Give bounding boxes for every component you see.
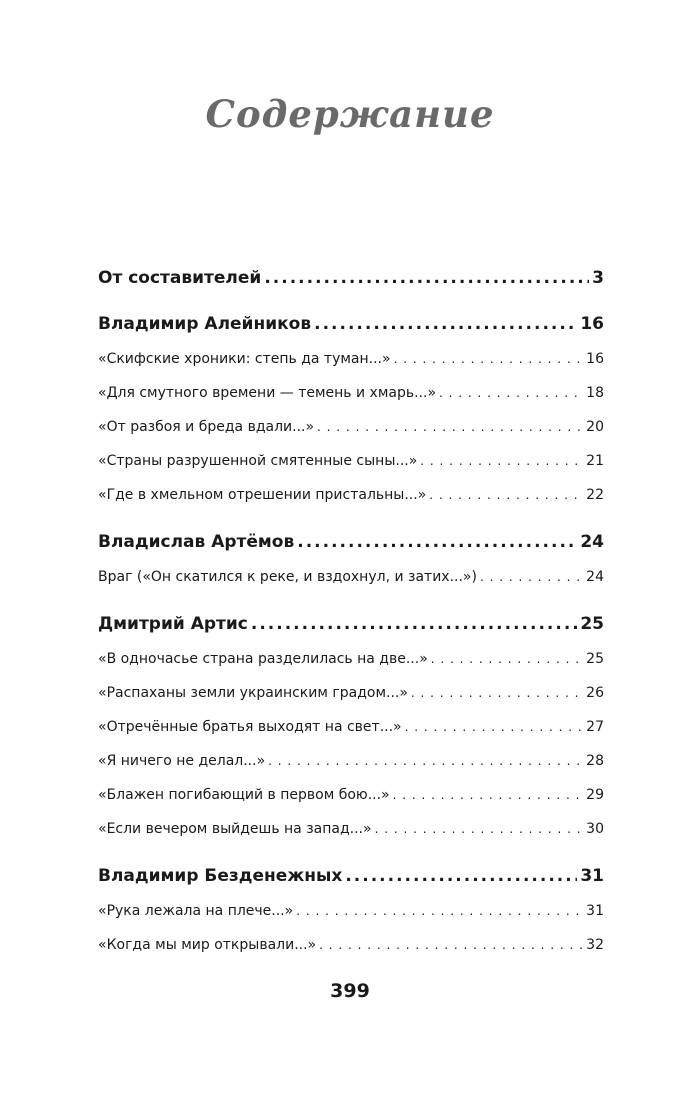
toc-author-page: 31	[580, 866, 604, 886]
toc-author-name: Дмитрий Артис	[98, 614, 248, 634]
toc-entry[interactable]	[98, 444, 604, 478]
toc-entry-label: Враг («Он скатился к реке, и вздохнул, и затих...»)	[98, 569, 477, 585]
dot-leader	[375, 812, 584, 846]
toc-entry-page: 25	[586, 651, 604, 667]
dot-leader	[393, 778, 584, 812]
dot-leader	[251, 608, 577, 640]
toc-entry-preface[interactable]	[98, 262, 604, 294]
toc-entry-page: 26	[586, 685, 604, 701]
toc-author-name: Владимир Алейников	[98, 314, 312, 334]
toc-entry[interactable]	[98, 376, 604, 410]
toc-author-page: 24	[580, 532, 604, 552]
toc-entry[interactable]	[98, 410, 604, 444]
toc-entry-page: 16	[586, 351, 604, 367]
toc-author-entry[interactable]	[98, 526, 604, 558]
toc-entry-page: 22	[586, 487, 604, 503]
dot-leader	[345, 860, 577, 892]
toc-entry-page: 24	[586, 569, 604, 585]
toc-entry[interactable]	[98, 744, 604, 778]
toc-entry-page: 18	[586, 385, 604, 401]
toc-entry[interactable]	[98, 560, 604, 594]
toc-entry-label: «Страны разрушенной смятенные сыны...»	[98, 453, 418, 469]
toc-entry-label: От составителей	[98, 268, 262, 288]
toc-section-artis	[98, 608, 604, 846]
toc-entry[interactable]	[98, 478, 604, 512]
toc-section-bezdenezhnykh	[98, 860, 604, 962]
dot-leader	[314, 308, 577, 340]
toc-author-page: 25	[580, 614, 604, 634]
dot-leader	[429, 478, 583, 512]
dot-leader	[431, 642, 583, 676]
toc-section-aleinikov	[98, 308, 604, 512]
toc-entry-page: 27	[586, 719, 604, 735]
dot-leader	[420, 444, 583, 478]
toc-entry-page: 29	[586, 787, 604, 803]
dot-leader	[317, 410, 583, 444]
dot-leader	[394, 342, 584, 376]
toc-entry-label: «Если вечером выйдешь на запад...»	[98, 821, 372, 837]
dot-leader	[411, 676, 583, 710]
toc-entry-page: 3	[592, 268, 604, 288]
page-number: 399	[330, 980, 370, 1002]
toc-author-entry[interactable]	[98, 308, 604, 340]
dot-leader	[319, 928, 583, 962]
toc-author-page: 16	[580, 314, 604, 334]
toc-author-entry[interactable]	[98, 860, 604, 892]
toc-entry-page: 20	[586, 419, 604, 435]
toc-entry-label: «Распаханы земли украинским градом...»	[98, 685, 408, 701]
toc-entry-label: «Скифские хроники: степь да туман...»	[98, 351, 391, 367]
toc-entry-page: 30	[586, 821, 604, 837]
dot-leader	[405, 710, 584, 744]
toc-entry[interactable]	[98, 342, 604, 376]
toc-entry[interactable]	[98, 778, 604, 812]
dot-leader	[297, 526, 577, 558]
toc-entry[interactable]	[98, 710, 604, 744]
dot-leader	[439, 376, 583, 410]
toc-author-entry[interactable]	[98, 608, 604, 640]
toc-entry[interactable]	[98, 676, 604, 710]
toc-entry[interactable]	[98, 812, 604, 846]
toc-entry-label: «Рука лежала на плече...»	[98, 903, 294, 919]
toc-entry-label: «Для смутного времени — темень и хмарь...»	[98, 385, 437, 401]
dot-leader	[268, 744, 583, 778]
toc-entry-label: «В одночасье страна разделилась на две...»	[98, 651, 428, 667]
toc-section-preface	[98, 262, 604, 294]
toc-author-name: Владислав Артёмов	[98, 532, 295, 552]
toc-entry-page: 32	[586, 937, 604, 953]
toc-entry-page: 31	[586, 903, 604, 919]
toc-author-name: Владимир Безденежных	[98, 866, 343, 886]
toc-entry-page: 28	[586, 753, 604, 769]
toc-entry[interactable]	[98, 928, 604, 962]
toc-entry[interactable]	[98, 642, 604, 676]
page-title: Содержание	[205, 92, 495, 136]
toc-entry-label: «От разбоя и бреда вдали...»	[98, 419, 315, 435]
toc-entry-label: «Отречённые братья выходят на свет...»	[98, 719, 402, 735]
table-of-contents	[98, 262, 604, 962]
toc-entry[interactable]	[98, 894, 604, 928]
toc-section-artemov	[98, 526, 604, 594]
toc-entry-label: «Блажен погибающий в первом бою...»	[98, 787, 390, 803]
dot-leader	[296, 894, 583, 928]
dot-leader	[264, 262, 589, 294]
toc-entry-page: 21	[586, 453, 604, 469]
toc-entry-label: «Я ничего не делал...»	[98, 753, 266, 769]
dot-leader	[480, 560, 583, 594]
toc-entry-label: «Когда мы мир открывали...»	[98, 937, 317, 953]
toc-entry-label: «Где в хмельном отрешении пристальны...»	[98, 487, 427, 503]
